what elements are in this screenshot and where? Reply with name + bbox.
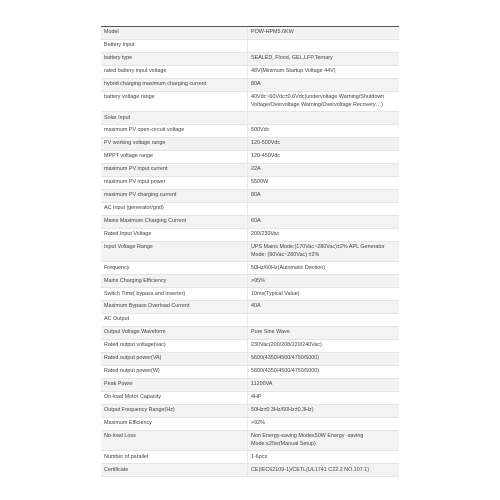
spec-row — [101, 314, 399, 327]
spec-label: Maximum Efficiency — [101, 418, 248, 430]
spec-row — [101, 79, 399, 92]
spec-row — [101, 40, 399, 53]
spec-value: 120-450Vdc — [251, 153, 281, 160]
spec-label: Mains Maximum Charging Current — [101, 216, 248, 228]
spec-value — [248, 314, 399, 326]
spec-row — [101, 125, 399, 138]
spec-section-heading: AC Output — [101, 314, 248, 326]
spec-label: Frequency — [101, 262, 248, 274]
spec-value: 230Vac(200/208/220/240Vac) — [251, 342, 322, 349]
spec-value: 10ms(Typical Value) — [251, 290, 300, 297]
spec-label: Output Voltage Waveform — [101, 327, 248, 339]
spec-value: 4HP — [251, 394, 262, 401]
spec-row — [101, 229, 399, 242]
spec-row — [101, 418, 399, 431]
spec-label: Switch Time( bypass and inverter) — [101, 288, 248, 300]
spec-value: 5600(4350/4500/4750/5000) — [251, 355, 320, 362]
spec-value: SEALED, Flood, GEL,LFP,Ternary — [251, 55, 333, 62]
spec-value: CE(IEC62109-1)/CETL(UL1741 C22.2 NO.107.1) — [251, 466, 370, 473]
spec-value: Non Energy-saving Mode≤50W Energy -saving Mode:≤25w(Manual Setup) — [251, 433, 364, 447]
spec-row — [101, 27, 399, 40]
spec-label: battery type — [101, 53, 248, 65]
spec-row — [101, 451, 399, 464]
spec-row — [101, 203, 399, 216]
spec-row — [101, 53, 399, 66]
spec-row — [101, 392, 399, 405]
spec-row — [101, 216, 399, 229]
spec-label: On-load Motor Capacity — [101, 392, 248, 404]
spec-value: 50Hz±0.3Hz/60Hz±0.3Hz) — [251, 407, 314, 414]
spec-value: 40Vdc~60Vdc±0.6Vdc(undervoltage Warning/Shutdown Voltage/Overvoltage Warning/Overvoltage Recovery…) — [251, 94, 385, 108]
spec-row — [101, 92, 399, 112]
spec-value: 120-500Vdc — [251, 140, 281, 147]
spec-row — [101, 177, 399, 190]
spec-value: 50Hz/60Hz(Automatic Dection) — [251, 264, 326, 271]
spec-value: 200/230Vac — [251, 231, 280, 238]
spec-label: maximum PV input power — [101, 177, 248, 189]
spec-row — [101, 379, 399, 392]
spec-row — [101, 327, 399, 340]
spec-label: Model — [101, 27, 248, 39]
spec-label: maximum PV open-circuit voltage — [101, 125, 248, 137]
spec-label: No-load Loss — [101, 431, 248, 450]
spec-value — [248, 203, 399, 215]
spec-row — [101, 405, 399, 418]
spec-row — [101, 66, 399, 79]
spec-value: UPS Mains Mode:(170Vac~280Vac)±2% APL Generator Mode: (90Vac~280Vac) ±2% — [251, 244, 385, 258]
spec-value: 80A — [251, 192, 261, 199]
spec-value: 500Vdc — [251, 127, 270, 134]
spec-label: Peak Power — [101, 379, 248, 391]
spec-row — [101, 353, 399, 366]
spec-table — [101, 26, 399, 477]
spec-value — [248, 112, 399, 124]
spec-label: Number of parallel — [101, 451, 248, 463]
spec-row — [101, 262, 399, 275]
spec-row — [101, 242, 399, 262]
spec-label: Maximum Bypass Overload Current — [101, 301, 248, 313]
spec-value: 22A — [251, 166, 261, 173]
spec-value: 80A — [251, 81, 261, 88]
spec-label: hybrid charging maximum charging current — [101, 79, 248, 91]
spec-label: Certificate — [101, 464, 248, 476]
spec-label: PV working voltage range — [101, 138, 248, 150]
spec-value: 40A — [251, 303, 261, 310]
spec-value: POW-HPM5.6KW — [251, 29, 294, 36]
spec-row — [101, 275, 399, 288]
spec-value: 48V(Minimum Startup Voltage 44V) — [251, 68, 336, 75]
spec-value: Pure Sine Wave — [251, 329, 290, 336]
spec-row — [101, 366, 399, 379]
spec-row — [101, 112, 399, 125]
spec-label: Output Frequency Range(Hz) — [101, 405, 248, 417]
spec-row — [101, 190, 399, 203]
spec-row — [101, 288, 399, 301]
spec-label: Rated output power(VA) — [101, 353, 248, 365]
spec-row — [101, 164, 399, 177]
spec-label: Mains Charging Efficiency — [101, 275, 248, 287]
spec-label: maximum PV input current — [101, 164, 248, 176]
spec-value: 11200VA — [251, 381, 273, 388]
spec-value: 60A — [251, 218, 261, 225]
spec-section-heading: Solar Input — [101, 112, 248, 124]
spec-section-heading: Battery Input — [101, 40, 248, 52]
spec-label: Input Voltage Range — [101, 242, 248, 261]
spec-value — [248, 40, 399, 52]
spec-value: >92% — [251, 420, 265, 427]
spec-label: rated battery input voltage — [101, 66, 248, 78]
spec-row — [101, 464, 399, 477]
spec-row — [101, 138, 399, 151]
spec-section-heading: AC Input (generator/grid) — [101, 203, 248, 215]
spec-label: Rated Input Voltage — [101, 229, 248, 241]
spec-label: battery voltage range — [101, 92, 248, 111]
spec-label: MPPT voltage range — [101, 151, 248, 163]
spec-row — [101, 301, 399, 314]
spec-row — [101, 431, 399, 451]
spec-label: maximum PV charging current — [101, 190, 248, 202]
spec-value: 1-6pcs — [251, 453, 268, 460]
spec-label: Rated output power(W) — [101, 366, 248, 378]
spec-row — [101, 340, 399, 353]
spec-value: 5600(4350/4500/4750/5000) — [251, 368, 320, 375]
spec-value: >95% — [251, 277, 265, 284]
spec-row — [101, 151, 399, 164]
spec-value: 5500W — [251, 179, 269, 186]
spec-label: Rated output voltage(vac) — [101, 340, 248, 352]
